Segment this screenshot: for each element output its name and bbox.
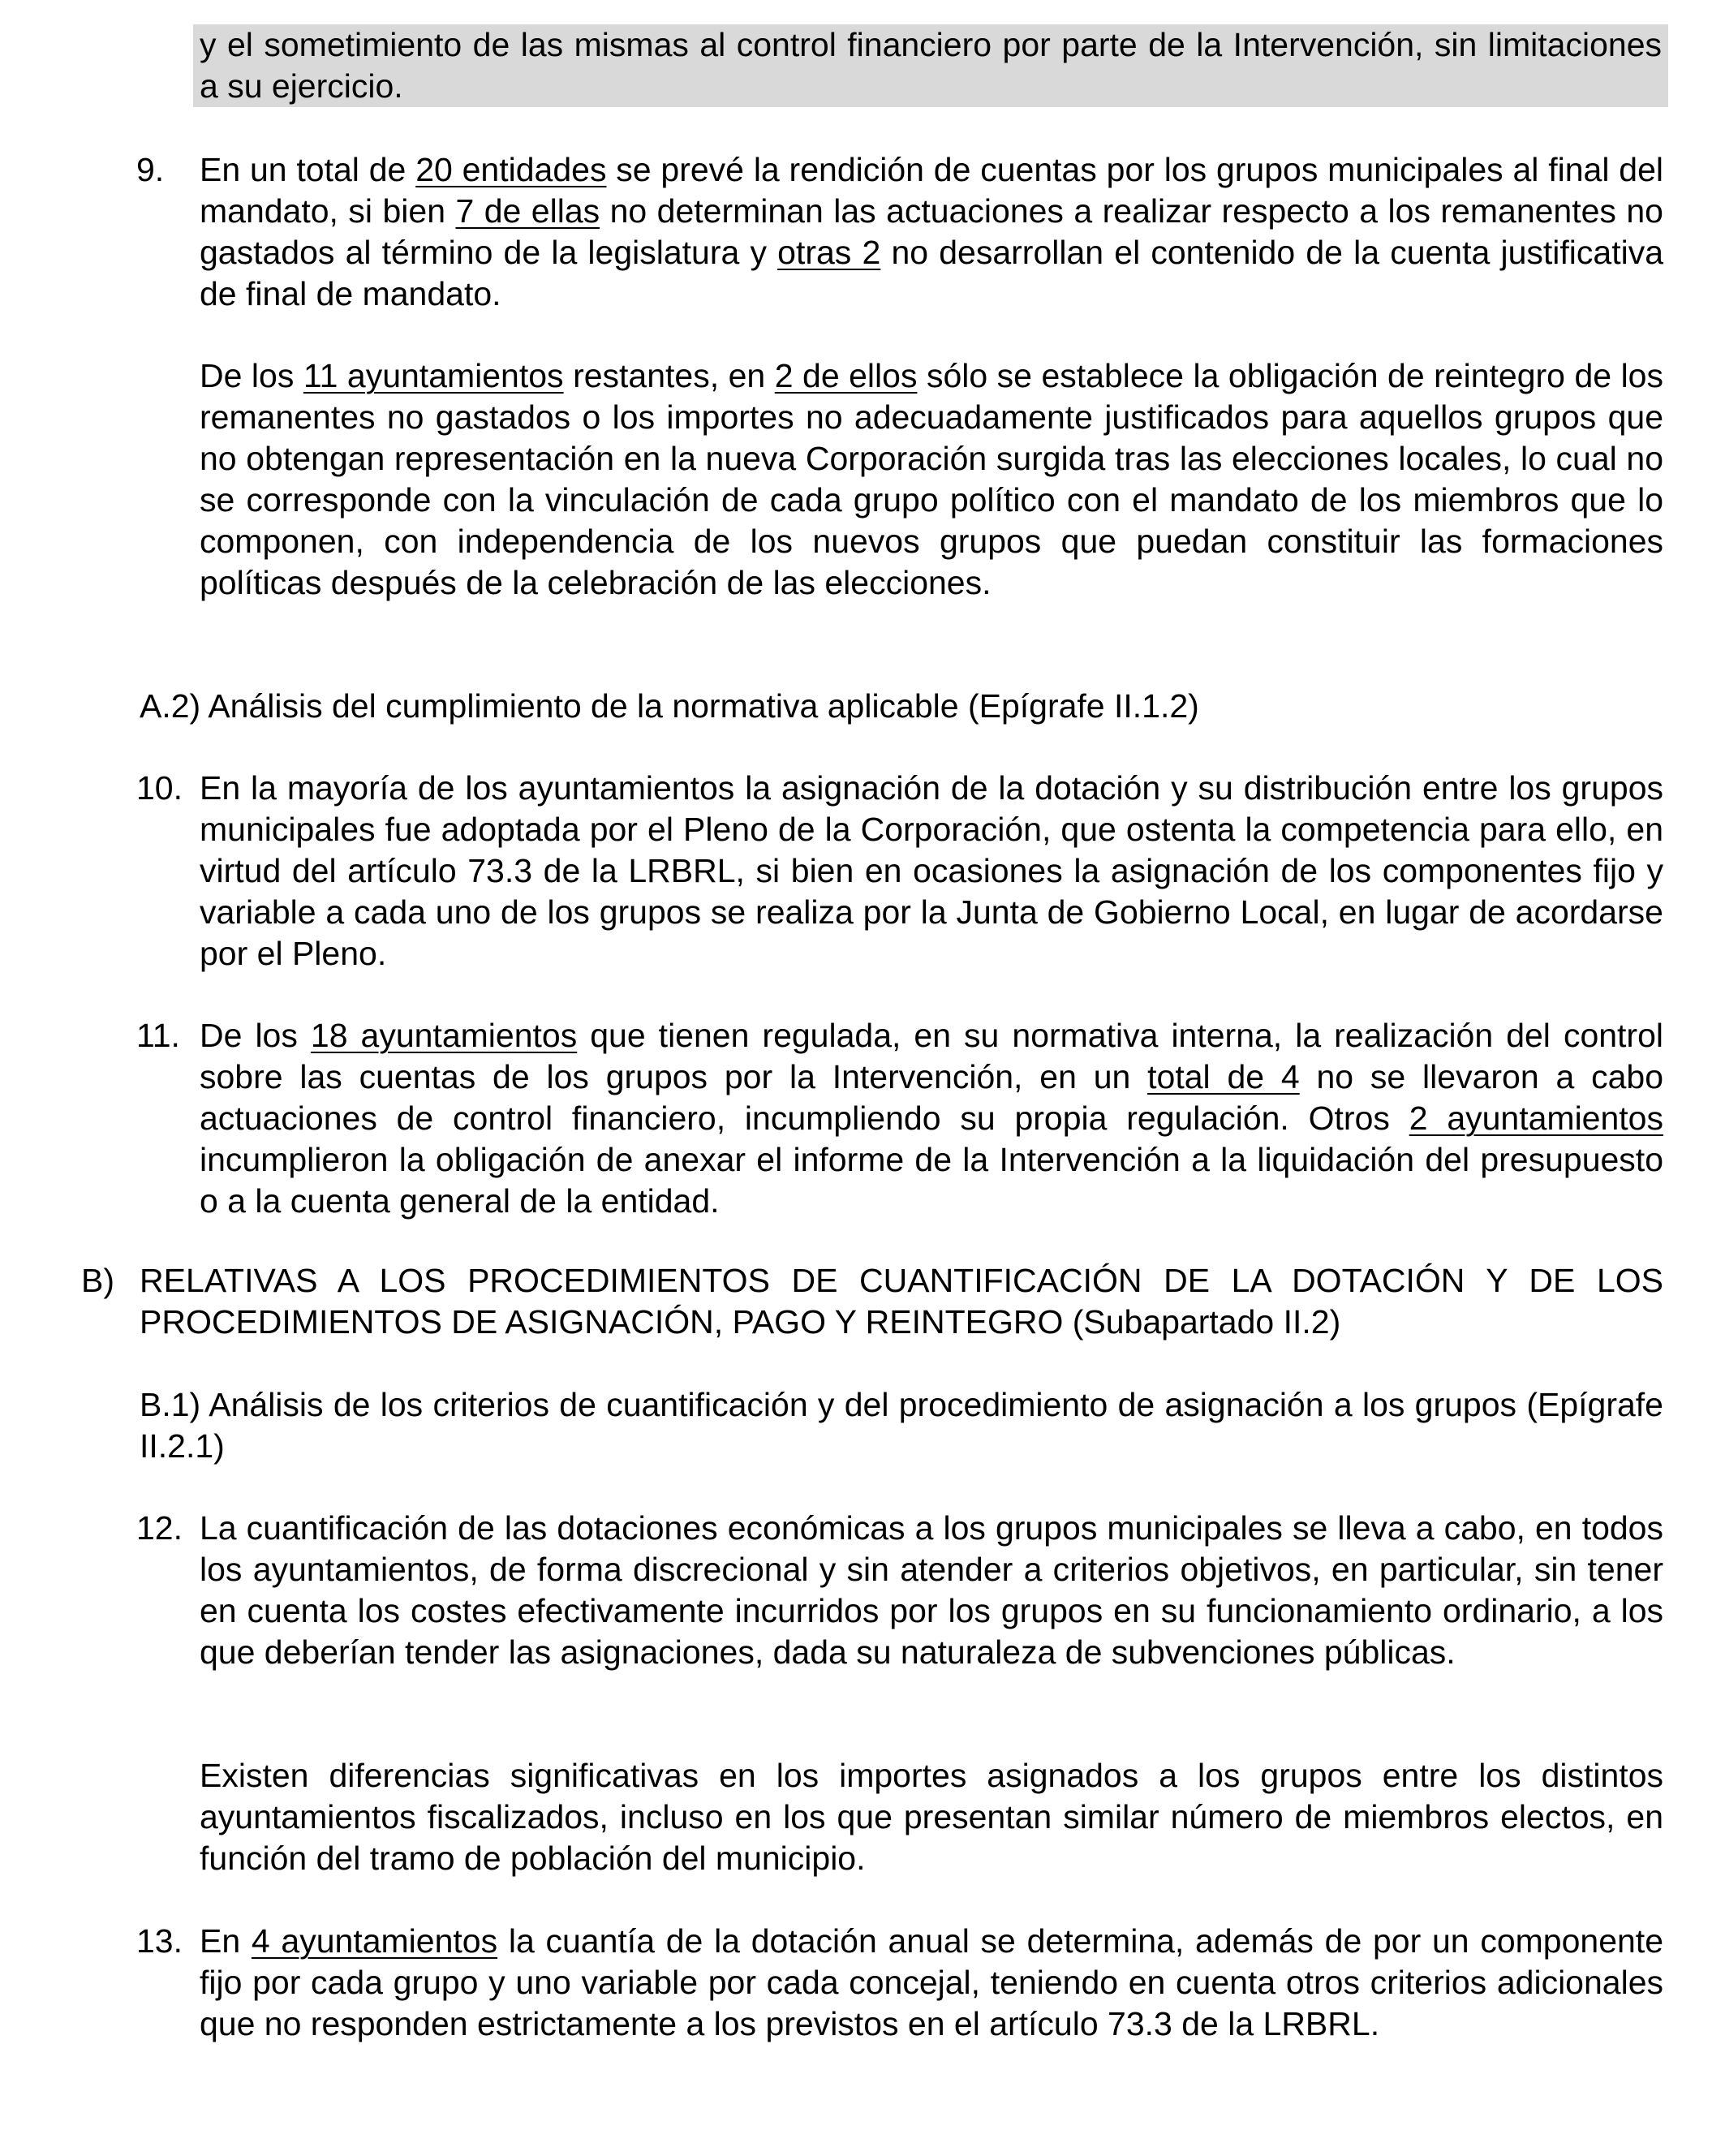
item-9-number: 9. — [136, 151, 165, 188]
item-11-number: 11. — [136, 1017, 180, 1054]
item-10-number: 10. — [136, 769, 183, 807]
underlined-otras-2: otras 2 — [777, 234, 881, 271]
item-9-continuation: De los 11 ayuntamientos restantes, en 2 de ellos sólo se establece la obligación de reintegro de los remanentes no gastados o los importes no adecuadamente justificados para aquellos grupos que no obtengan representación en la nueva Corporación surgida tras las elecciones locales, lo cual no se corresponde con la vinculación de cada grupo político con el mandato de los miembros que lo componen, con independencia de los nuevos grupos que puedan constituir las formaciones políticas después de la celebración de las elecciones. — [200, 357, 1663, 601]
underlined-2-de-ellos: 2 de ellos — [774, 357, 918, 394]
underlined-18-ayuntamientos: 18 ayuntamientos — [310, 1017, 578, 1054]
section-a2-heading: A.2) Análisis del cumplimiento de la normativa aplicable (Epígrafe II.1.2) — [140, 687, 1199, 725]
intro-text: y el sometimiento de las mismas al control financiero por parte de la Intervención, sin limitaciones a su ejercicio. — [200, 26, 1662, 105]
underlined-4-ayuntamientos: 4 ayuntamientos — [251, 1922, 498, 1960]
section-b-heading: RELATIVAS A LOS PROCEDIMIENTOS DE CUANTIFICACIÓN DE LA DOTACIÓN Y DE LOS PROCEDIMIENTOS DE ASIGNACIÓN, PAGO Y REINTEGRO (Subapartado II.2) — [140, 1262, 1663, 1341]
underlined-20-entidades: 20 entidades — [415, 151, 607, 188]
intro-paragraph — [193, 24, 1668, 107]
item-11-paragraph: De los 18 ayuntamientos que tienen regulada, en su normativa interna, la realización del control sobre las cuentas de los grupos por la Intervención, en un total de 4 no se llevaron a cabo actuaciones de control financiero, incumpliendo su propia regulación. Otros 2 ayuntamientos incumplieron la obligación de anexar el informe de la Intervención a la liquidación del presupuesto o a la cuenta general de la entidad. — [200, 1017, 1663, 1220]
item-12-paragraph: La cuantificación de las dotaciones económicas a los grupos municipales se lleva a cabo, en todos los ayuntamientos, de forma discrecional y sin atender a criterios objetivos, en particular, sin tener en cuenta los costes efectivamente incurridos por los grupos en su funcionamiento ordinario, a los que deberían tender las asignaciones, dada su naturaleza de subvenciones públicas. — [200, 1509, 1663, 1671]
item-13-number: 13. — [136, 1922, 183, 1960]
item-13-paragraph: En 4 ayuntamientos la cuantía de la dotación anual se determina, además de por un componente fijo por cada grupo y uno variable por cada concejal, teniendo en cuenta otros criterios adicionales que no responden estrictamente a los previstos en el artículo 73.3 de la LRBRL. — [200, 1922, 1663, 2042]
item-9-paragraph: En un total de 20 entidades se prevé la rendición de cuentas por los grupos municipales al final del mandato, si bien 7 de ellas no determinan las actuaciones a realizar respecto a los remanentes no gastados al término de la legislatura y otras 2 no desarrollan el contenido de la cuenta justificativa de final de mandato. — [200, 151, 1664, 312]
underlined-7-de-ellas: 7 de ellas — [455, 192, 600, 230]
item-12-number: 12. — [136, 1509, 183, 1547]
item-12-continuation: Existen diferencias significativas en los importes asignados a los grupos entre los distintos ayuntamientos fiscalizados, incluso en los que presentan similar número de miembros electos, en función del tramo de población del municipio. — [200, 1757, 1663, 1877]
section-b1-heading: B.1) Análisis de los criterios de cuantificación y del procedimiento de asignación a los grupos (Epígrafe II.2.1) — [140, 1386, 1663, 1465]
underlined-11-ayuntamientos: 11 ayuntamientos — [303, 357, 564, 394]
underlined-total-de-4: total de 4 — [1147, 1058, 1300, 1095]
underlined-2-ayuntamientos: 2 ayuntamientos — [1409, 1100, 1663, 1137]
section-b-label: B) — [81, 1262, 114, 1299]
item-10-paragraph: En la mayoría de los ayuntamientos la asignación de la dotación y su distribución entre los grupos municipales fue adoptada por el Pleno de la Corporación, que ostenta la competencia para ello, en virtud del artículo 73.3 de la LRBRL, si bien en ocasiones la asignación de los componentes fijo y variable a cada uno de los grupos se realiza por la Junta de Gobierno Local, en lugar de acordarse por el Pleno. — [200, 769, 1663, 972]
